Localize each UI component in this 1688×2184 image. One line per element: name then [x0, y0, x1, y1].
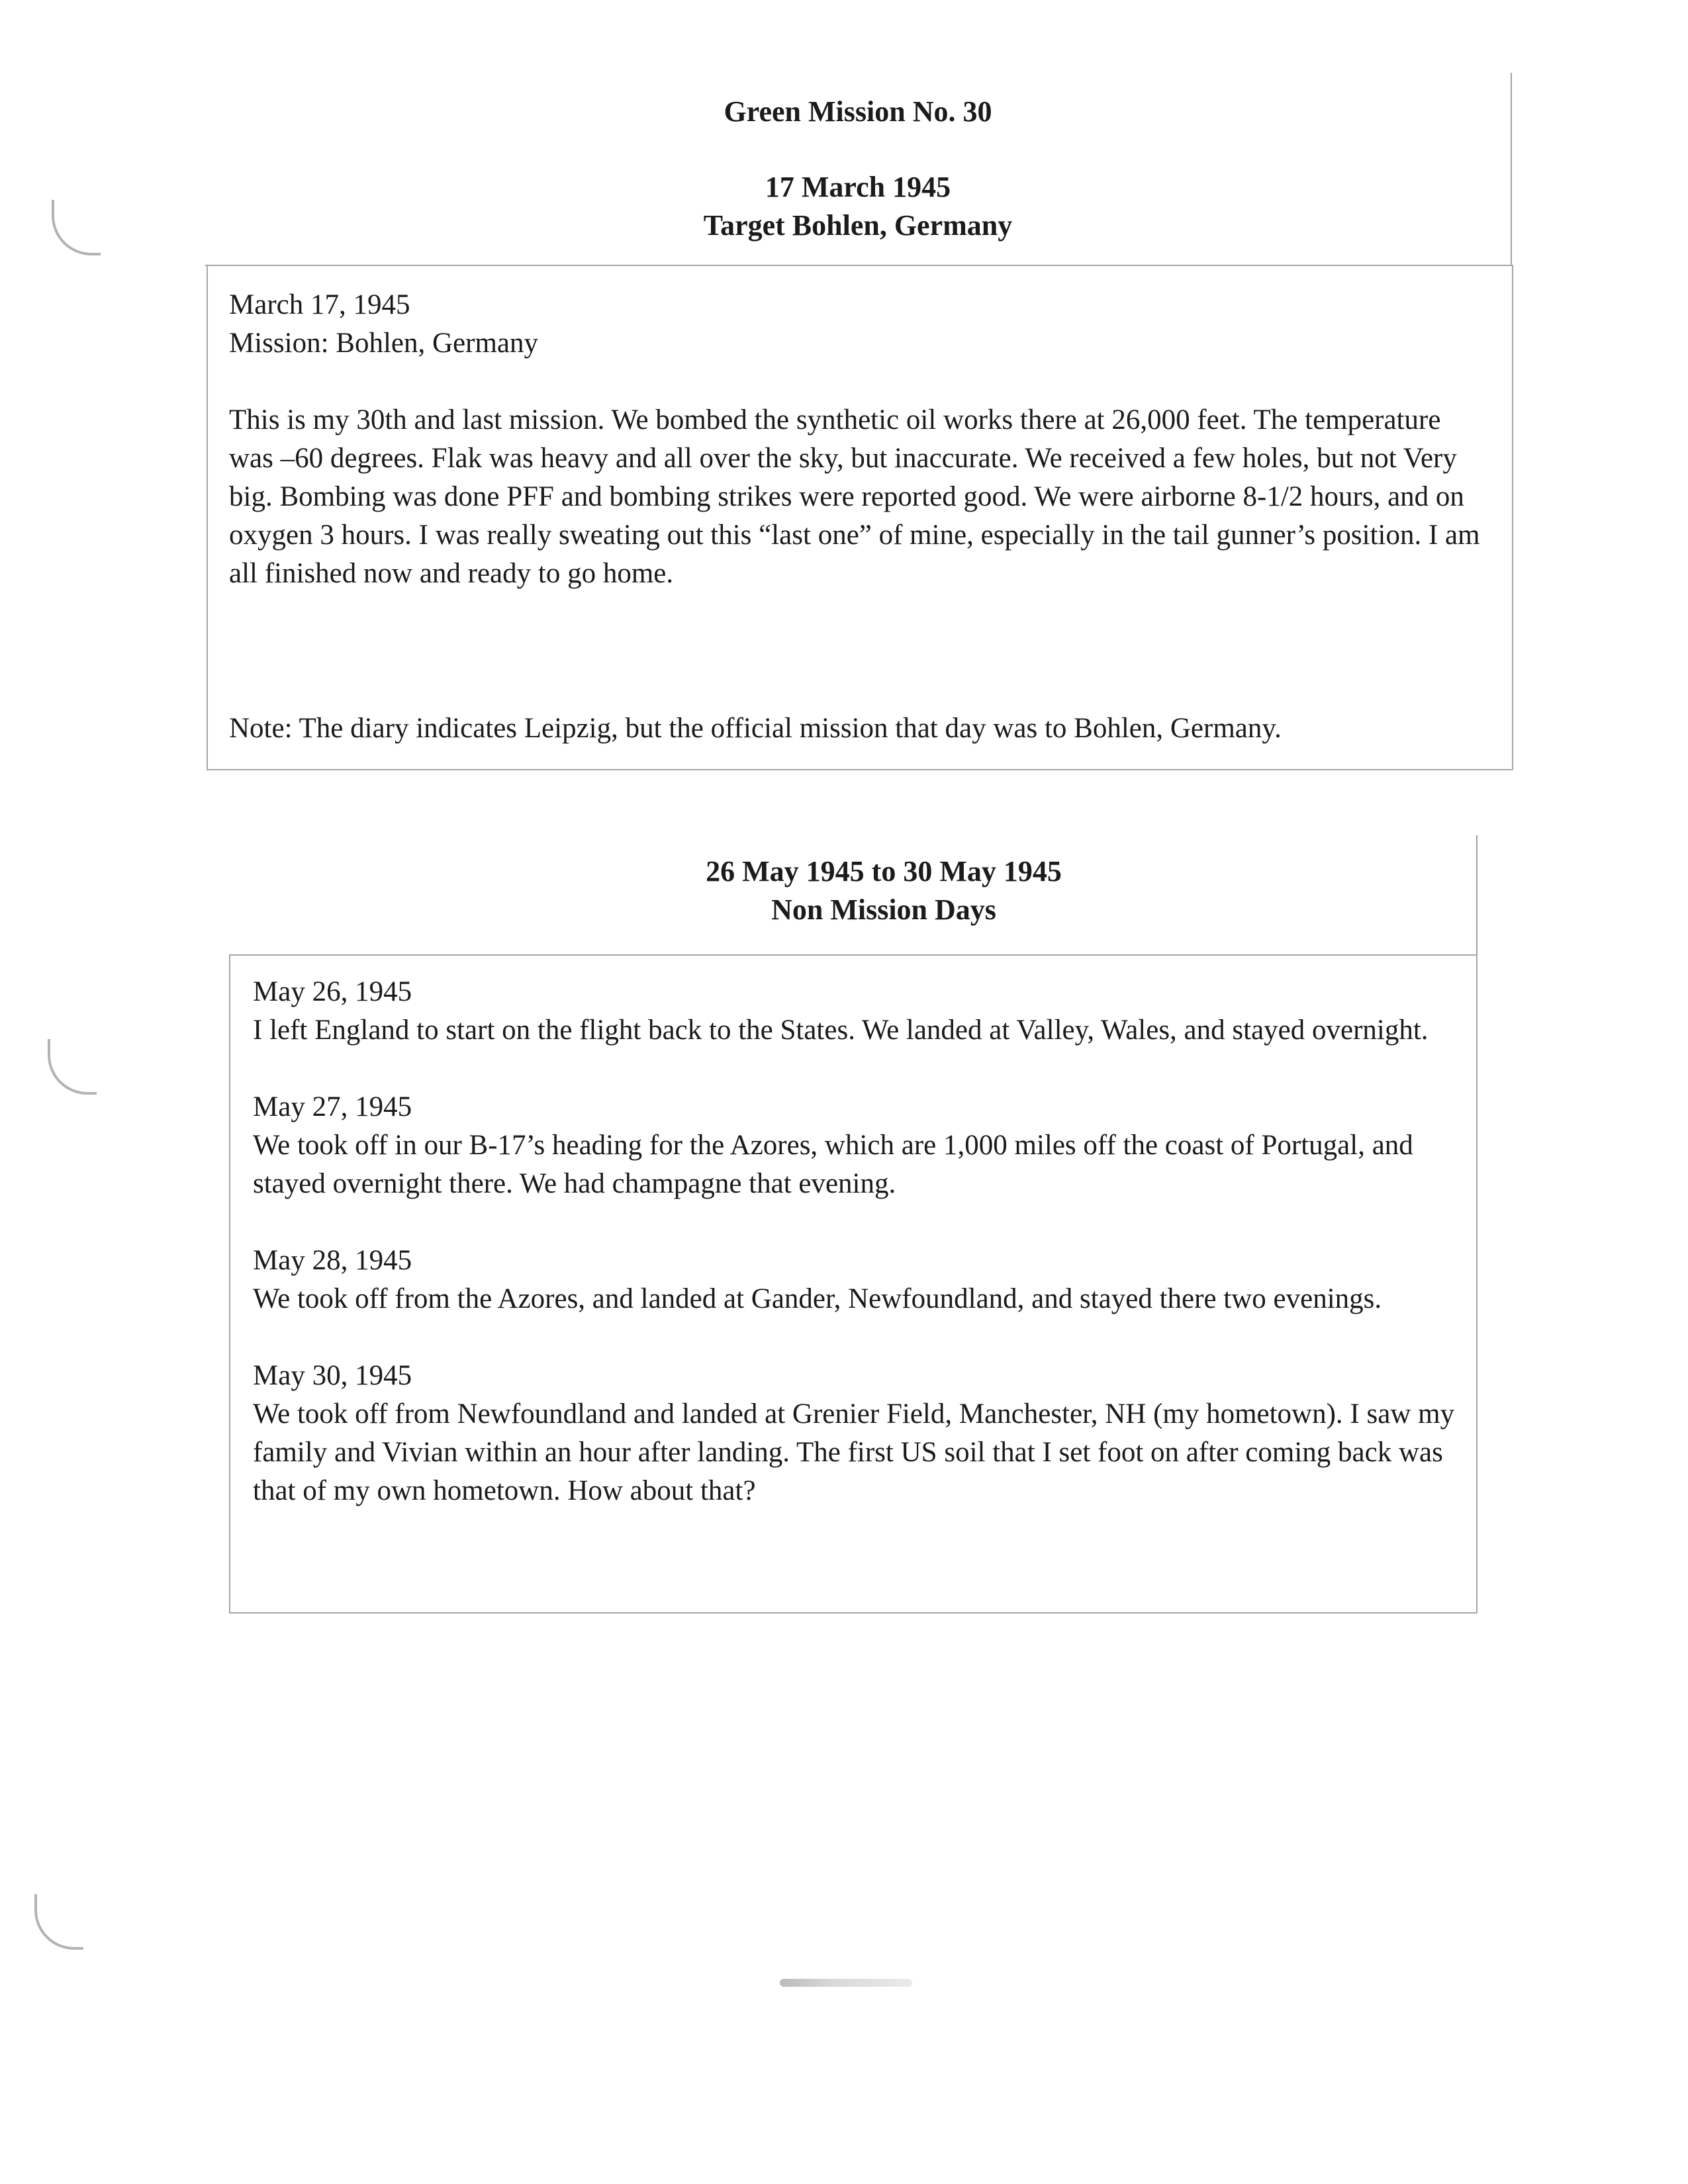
non-mission-subtitle: Non Mission Days: [771, 893, 996, 926]
mission-date: 17 March 1945: [765, 171, 951, 203]
diary-entry: [253, 973, 1456, 1050]
diary-entry-body: This is my 30th and last mission. We bombed the synthetic oil works there at 26,000 feet. The temperature was –60 degrees. Flak was heavy and all over the sky, but inaccurate. We received a few holes, but not Very big. Bombing was done PFF and bombing strikes were reported good. We were airborne 8-1/2 hours, and on oxygen 3 hours. I was really sweating out this “last one” of mine, especially in the tail gunner’s position. I am all finished now and ready to go home.: [229, 404, 1480, 589]
diary-entry: [253, 1242, 1456, 1318]
binder-hole-mark: [34, 1894, 83, 1950]
diary-entry-date: May 26, 1945: [253, 976, 412, 1007]
diary-entry-date: March 17, 1945: [229, 289, 410, 320]
diary-entry-text: We took off in our B-17’s heading for the Azores, which are 1,000 miles off the coast of Portugal, and stayed overnight there. We had champagne that evening.: [253, 1130, 1413, 1199]
scan-smudge: [780, 1979, 912, 1987]
diary-entry-text: We took off from the Azores, and landed at Gander, Newfoundland, and stayed there two evenings.: [253, 1283, 1382, 1314]
diary-entry-mission: Mission: Bohlen, Germany: [229, 328, 538, 359]
binder-hole-mark: [48, 1039, 97, 1095]
mission-title: Green Mission No. 30: [724, 95, 992, 128]
diary-entry-text: We took off from Newfoundland and landed at Grenier Field, Manchester, NH (my hometown). I saw my family and Vivian within an hour after landing. The first US soil that I set foot on after coming back was that of my own hometown. How about that?: [253, 1398, 1455, 1506]
diary-entry-date: May 27, 1945: [253, 1091, 412, 1122]
mission-target: Target Bohlen, Germany: [703, 209, 1013, 242]
diary-entry-date: May 30, 1945: [253, 1360, 412, 1391]
non-mission-diary-box: [229, 954, 1477, 1614]
non-mission-title: 26 May 1945 to 30 May 1945: [706, 855, 1062, 887]
diary-entry: [253, 1088, 1456, 1203]
non-mission-header: [291, 835, 1477, 956]
diary-entry-text: I left England to start on the flight back to the States. We landed at Valley, Wales, and stayed overnight.: [253, 1015, 1429, 1046]
mission-diary-box: [207, 265, 1513, 770]
binder-hole-mark: [52, 200, 101, 255]
diary-note: Note: The diary indicates Leipzig, but the official mission that day was to Bohlen, Germany.: [229, 713, 1282, 744]
diary-entry-date: May 28, 1945: [253, 1245, 412, 1276]
diary-entry: [253, 1357, 1456, 1510]
mission-header: [205, 73, 1512, 266]
